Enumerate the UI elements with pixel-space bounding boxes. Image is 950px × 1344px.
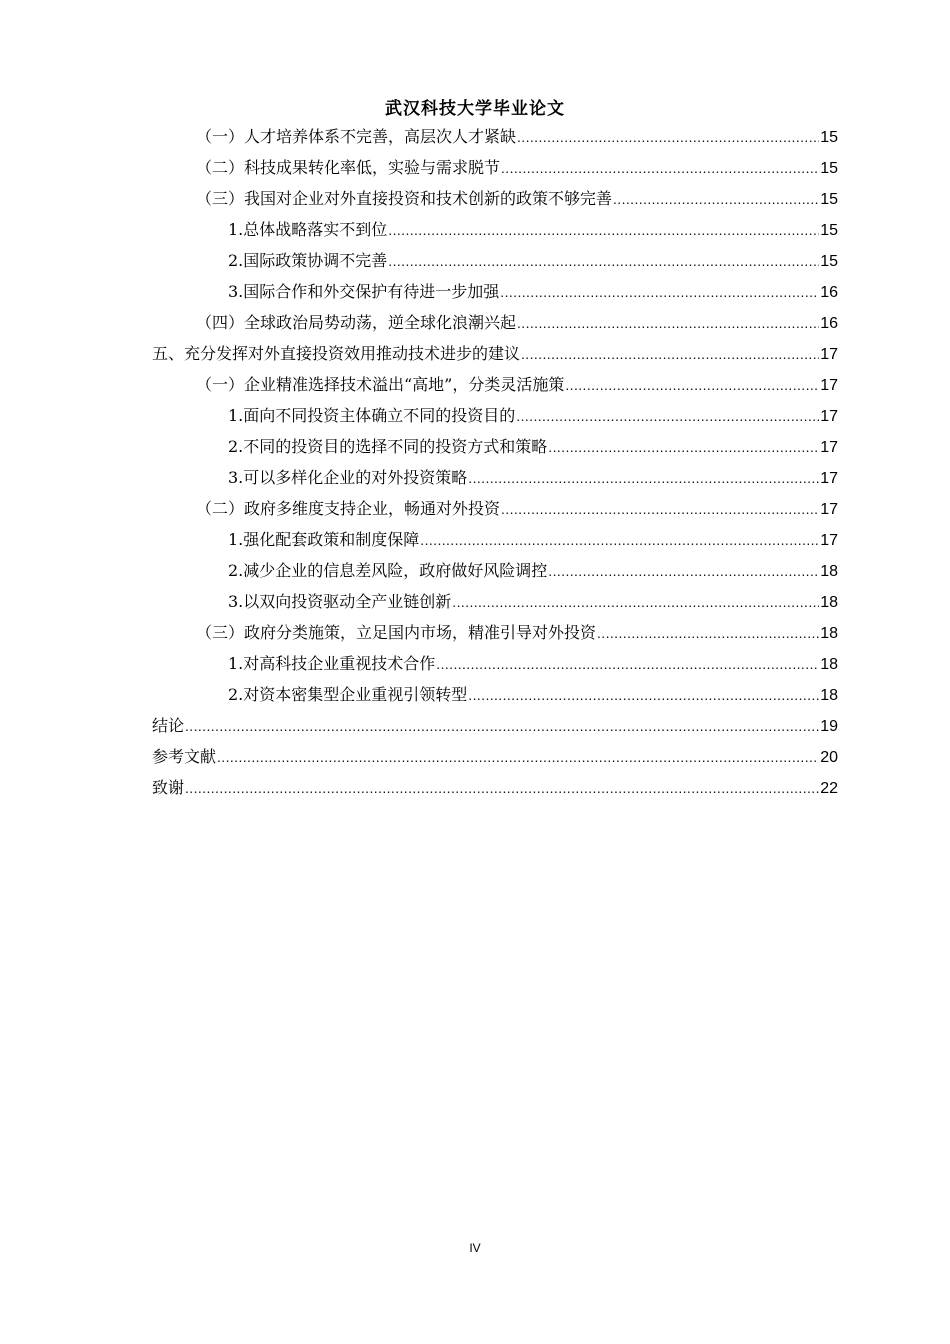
toc-entry-title: 3.以双向投资驱动全产业链创新 — [228, 592, 452, 611]
toc-dot-leader — [185, 773, 819, 804]
toc-entry-page-number: 15 — [820, 253, 838, 270]
toc-entry-title: 五、充分发挥对外直接投资效用推动技术进步的建议 — [152, 344, 521, 363]
toc-entry-page-number: 18 — [820, 687, 838, 704]
toc-entry-page-number: 18 — [820, 594, 838, 611]
toc-entry-title: （二）政府多维度支持企业，畅通对外投资 — [196, 499, 501, 518]
toc-entry-page-number: 17 — [820, 501, 838, 518]
toc-entry[interactable] — [152, 772, 838, 803]
toc-dot-leader — [517, 308, 819, 339]
toc-entry[interactable] — [152, 586, 838, 617]
toc-entry-title: 1.总体战略落实不到位 — [228, 220, 388, 239]
toc-entry-title: 2.对资本密集型企业重视引领转型 — [228, 685, 468, 704]
toc-dot-leader — [452, 587, 819, 618]
toc-entry-page-number: 17 — [820, 408, 838, 425]
toc-entry[interactable] — [152, 741, 838, 772]
toc-entry-page-number: 16 — [820, 284, 838, 301]
toc-dot-leader — [516, 401, 819, 432]
toc-entry-page-number: 17 — [820, 346, 838, 363]
toc-entry[interactable] — [152, 524, 838, 555]
toc-dot-leader — [185, 711, 819, 742]
toc-dot-leader — [517, 122, 819, 153]
toc-entry-page-number: 15 — [820, 129, 838, 146]
toc-entry-page-number: 17 — [820, 377, 838, 394]
toc-entry[interactable] — [152, 121, 838, 152]
toc-entry-page-number: 15 — [820, 160, 838, 177]
toc-entry[interactable] — [152, 183, 838, 214]
toc-dot-leader — [597, 618, 819, 649]
toc-dot-leader — [501, 153, 819, 184]
toc-entry-title: 参考文献 — [152, 747, 217, 766]
toc-entry[interactable] — [152, 307, 838, 338]
toc-entry-title: 致谢 — [152, 778, 185, 797]
toc-entry-page-number: 17 — [820, 439, 838, 456]
toc-dot-leader — [501, 494, 819, 525]
toc-entry[interactable] — [152, 369, 838, 400]
toc-entry-title: （四）全球政治局势动荡，逆全球化浪潮兴起 — [196, 313, 517, 332]
toc-dot-leader — [217, 742, 819, 773]
toc-dot-leader — [420, 525, 819, 556]
toc-entry-title: 3.国际合作和外交保护有待进一步加强 — [228, 282, 500, 301]
toc-dot-leader — [565, 370, 819, 401]
toc-entry-title: 1.面向不同投资主体确立不同的投资目的 — [228, 406, 516, 425]
toc-entry[interactable] — [152, 152, 838, 183]
toc-dot-leader — [468, 680, 819, 711]
toc-entry-page-number: 17 — [820, 470, 838, 487]
toc-entry[interactable] — [152, 214, 838, 245]
toc-entry-page-number: 17 — [820, 532, 838, 549]
page-header-title: 武汉科技大学毕业论文 — [385, 99, 565, 119]
toc-dot-leader — [468, 463, 819, 494]
toc-entry[interactable] — [152, 555, 838, 586]
toc-entry[interactable] — [152, 648, 838, 679]
toc-entry-page-number: 16 — [820, 315, 838, 332]
toc-entry-title: 2.不同的投资目的选择不同的投资方式和策略 — [228, 437, 548, 456]
toc-entry-title: 2.减少企业的信息差风险，政府做好风险调控 — [228, 561, 548, 580]
toc-entry-title: 1.强化配套政策和制度保障 — [228, 530, 420, 549]
toc-dot-leader — [548, 556, 819, 587]
toc-entry-page-number: 18 — [820, 563, 838, 580]
toc-entry[interactable] — [152, 710, 838, 741]
page-footer-number: IV — [469, 1241, 481, 1255]
toc-dot-leader — [388, 246, 819, 277]
toc-entry-page-number: 18 — [820, 625, 838, 642]
toc-entry[interactable] — [152, 431, 838, 462]
toc-dot-leader — [613, 184, 819, 215]
toc-entry[interactable] — [152, 617, 838, 648]
toc-entry[interactable] — [152, 338, 838, 369]
toc-entry-page-number: 19 — [820, 718, 838, 735]
toc-entry-title: 3.可以多样化企业的对外投资策略 — [228, 468, 468, 487]
toc-entry-title: 1.对高科技企业重视技术合作 — [228, 654, 436, 673]
toc-dot-leader — [388, 215, 819, 246]
toc-dot-leader — [548, 432, 819, 463]
toc-entry-title: （一）企业精准选择技术溢出“高地”，分类灵活施策 — [196, 375, 565, 394]
toc-entry-title: （一）人才培养体系不完善，高层次人才紧缺 — [196, 127, 517, 146]
toc-entry-title: （三）政府分类施策，立足国内市场，精准引导对外投资 — [196, 623, 597, 642]
toc-dot-leader — [500, 277, 819, 308]
toc-entry-page-number: 20 — [820, 749, 838, 766]
toc-entry[interactable] — [152, 245, 838, 276]
toc-entry-page-number: 18 — [820, 656, 838, 673]
toc-entry-title: （三）我国对企业对外直接投资和技术创新的政策不够完善 — [196, 189, 613, 208]
toc-entry[interactable] — [152, 462, 838, 493]
toc-entry-title: 2.国际政策协调不完善 — [228, 251, 388, 270]
toc-entry[interactable] — [152, 400, 838, 431]
toc-entry[interactable] — [152, 276, 838, 307]
toc-entry[interactable] — [152, 679, 838, 710]
toc-entry-page-number: 22 — [820, 780, 838, 797]
toc-dot-leader — [521, 339, 819, 370]
toc-dot-leader — [436, 649, 819, 680]
toc-entry-page-number: 15 — [820, 222, 838, 239]
toc-entry-page-number: 15 — [820, 191, 838, 208]
toc-entry[interactable] — [152, 493, 838, 524]
toc-entry-title: 结论 — [152, 716, 185, 735]
table-of-contents — [152, 121, 838, 803]
toc-entry-title: （二）科技成果转化率低，实验与需求脱节 — [196, 158, 501, 177]
